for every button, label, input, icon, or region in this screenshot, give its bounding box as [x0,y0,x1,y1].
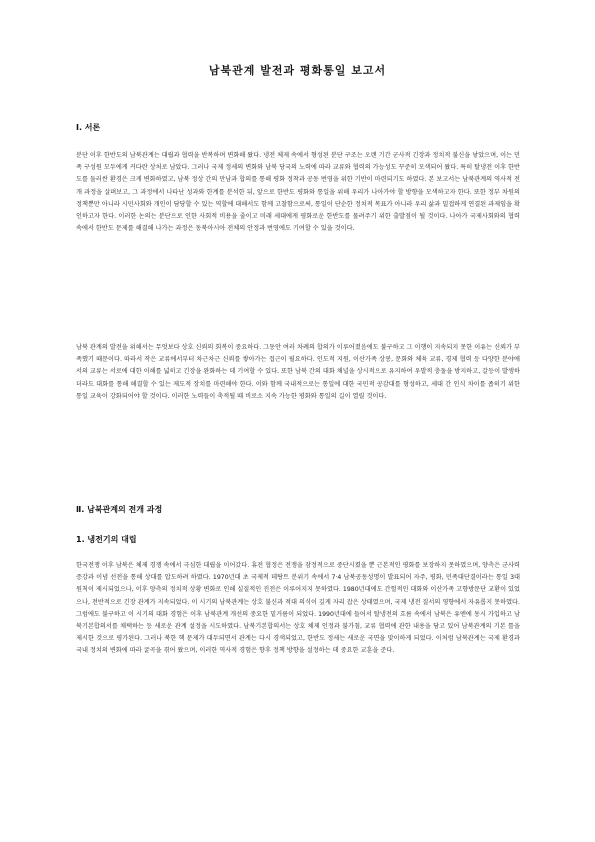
section-heading-history: Ⅱ. 남북관계의 전개 과정 [76,505,163,514]
document-title: 남북관계 발전과 평화통일 보고서 [208,64,387,77]
history-paragraph-1: 한국전쟁 이후 남북은 체제 경쟁 속에서 극심한 대립을 이어갔다. 휴전 협정은 전쟁을 잠정적으로 중단시켰을 뿐 근본적인 평화를 보장하지 못하였으며, 양측은 군사력 증강과 이념 선전을 통해 상대를 압도하려 하였다. 1970년대 초 국제적 데탕트 분위기 속에서 7·4 남북공동성명이 발표되어 자주, 평화, 민족대단결이라는 통일 3대 원칙이 제시되었으나, 이후 양측의 정치적 상황 변화로 인해 실질적인 진전은 이루어지지 못하였다. 1980년대에도 간헐적인 대화와 이산가족 고향방문단 교환이 있었으나, 전반적으로 긴장 관계가 지속되었다. 이 시기의 남북관계는 상호 불신과 적대 의식이 깊게 자리 잡은 상태였으며, 국제 냉전 질서의 영향에서 자유롭지 못하였다. 그럼에도 불구하고 이 시기의 대화 경험은 이후 남북관계 개선의 중요한 밑거름이 되었다. 1990년대에 들어서 탈냉전의 흐름 속에서 남북은 유엔에 동시 가입하고 남북기본합의서를 채택하는 등 새로운 관계 설정을 시도하였다. 남북기본합의서는 상호 체제 인정과 불가침, 교류 협력에 관한 내용을 담고 있어 남북관계의 기본 틀을 제시한 것으로 평가된다. 그러나 북한 핵 문제가 대두되면서 관계는 다시 경색되었고, 한반도 정세는 새로운 국면을 맞이하게 되었다. 이처럼 남북관계는 국제 환경과 국내 정치의 변화에 따라 굴곡을 겪어 왔으며, 이러한 역사적 경험은 향후 정책 방향을 설정하는 데 중요한 교훈을 준다. [76,562,520,655]
subsection-heading-cold-war: 1. 냉전기의 대립 [76,535,137,544]
intro-paragraph-2: 남북 관계의 발전을 위해서는 무엇보다 상호 신뢰의 회복이 중요하다. 그동안 여러 차례의 합의가 이루어졌음에도 불구하고 그 이행이 지속되지 못한 이유는 신뢰가 부족했기 때문이다. 따라서 작은 교류에서부터 차근차근 신뢰를 쌓아가는 접근이 필요하다. 인도적 지원, 이산가족 상봉, 문화와 체육 교류, 경제 협력 등 다양한 분야에서의 교류는 서로에 대한 이해를 넓히고 긴장을 완화하는 데 기여할 수 있다. 또한 남북 간의 대화 채널을 상시적으로 유지하여 우발적 충돌을 방지하고, 갈등이 발생하더라도 대화를 통해 해결할 수 있는 제도적 장치를 마련해야 한다. 이와 함께 국내적으로는 통일에 대한 국민적 공감대를 형성하고, 세대 간 인식 차이를 좁히기 위한 통일 교육이 강화되어야 할 것이다. 이러한 노력들이 축적될 때 비로소 지속 가능한 평화와 통일의 길이 열릴 것이다. [76,344,520,400]
intro-paragraph-1: 분단 이후 한반도의 남북관계는 대립과 협력을 반복하며 변화해 왔다. 냉전 체제 속에서 형성된 분단 구조는 오랜 기간 군사적 긴장과 정치적 불신을 낳았으며, 이는 민족 구성원 모두에게 커다란 상처로 남았다. 그러나 국제 정세의 변화와 남북 당국의 노력에 따라 교류와 협력의 가능성도 꾸준히 모색되어 왔다. 특히 탈냉전 이후 한반도를 둘러싼 환경은 크게 변화하였고, 남북 정상 간의 만남과 합의를 통해 평화 정착과 공동 번영을 위한 기반이 마련되기도 하였다. 본 보고서는 남북관계의 역사적 전개 과정을 살펴보고, 그 과정에서 나타난 성과와 한계를 분석한 뒤, 앞으로 한반도 평화와 통일을 위해 우리가 나아가야 할 방향을 모색하고자 한다. 또한 정부 차원의 정책뿐만 아니라 시민사회와 개인이 담당할 수 있는 역할에 대해서도 함께 고찰함으로써, 통일이 단순한 정치적 목표가 아니라 우리 삶과 밀접하게 연결된 과제임을 확인하고자 한다. 이러한 논의는 분단으로 인한 사회적 비용을 줄이고 미래 세대에게 평화로운 한반도를 물려주기 위한 출발점이 될 것이다. 나아가 국제사회와의 협력 속에서 한반도 문제를 해결해 나가는 과정은 동북아시아 전체의 안정과 번영에도 기여할 수 있을 것이다. [76,152,520,233]
section-heading-introduction: Ⅰ. 서론 [76,123,101,132]
